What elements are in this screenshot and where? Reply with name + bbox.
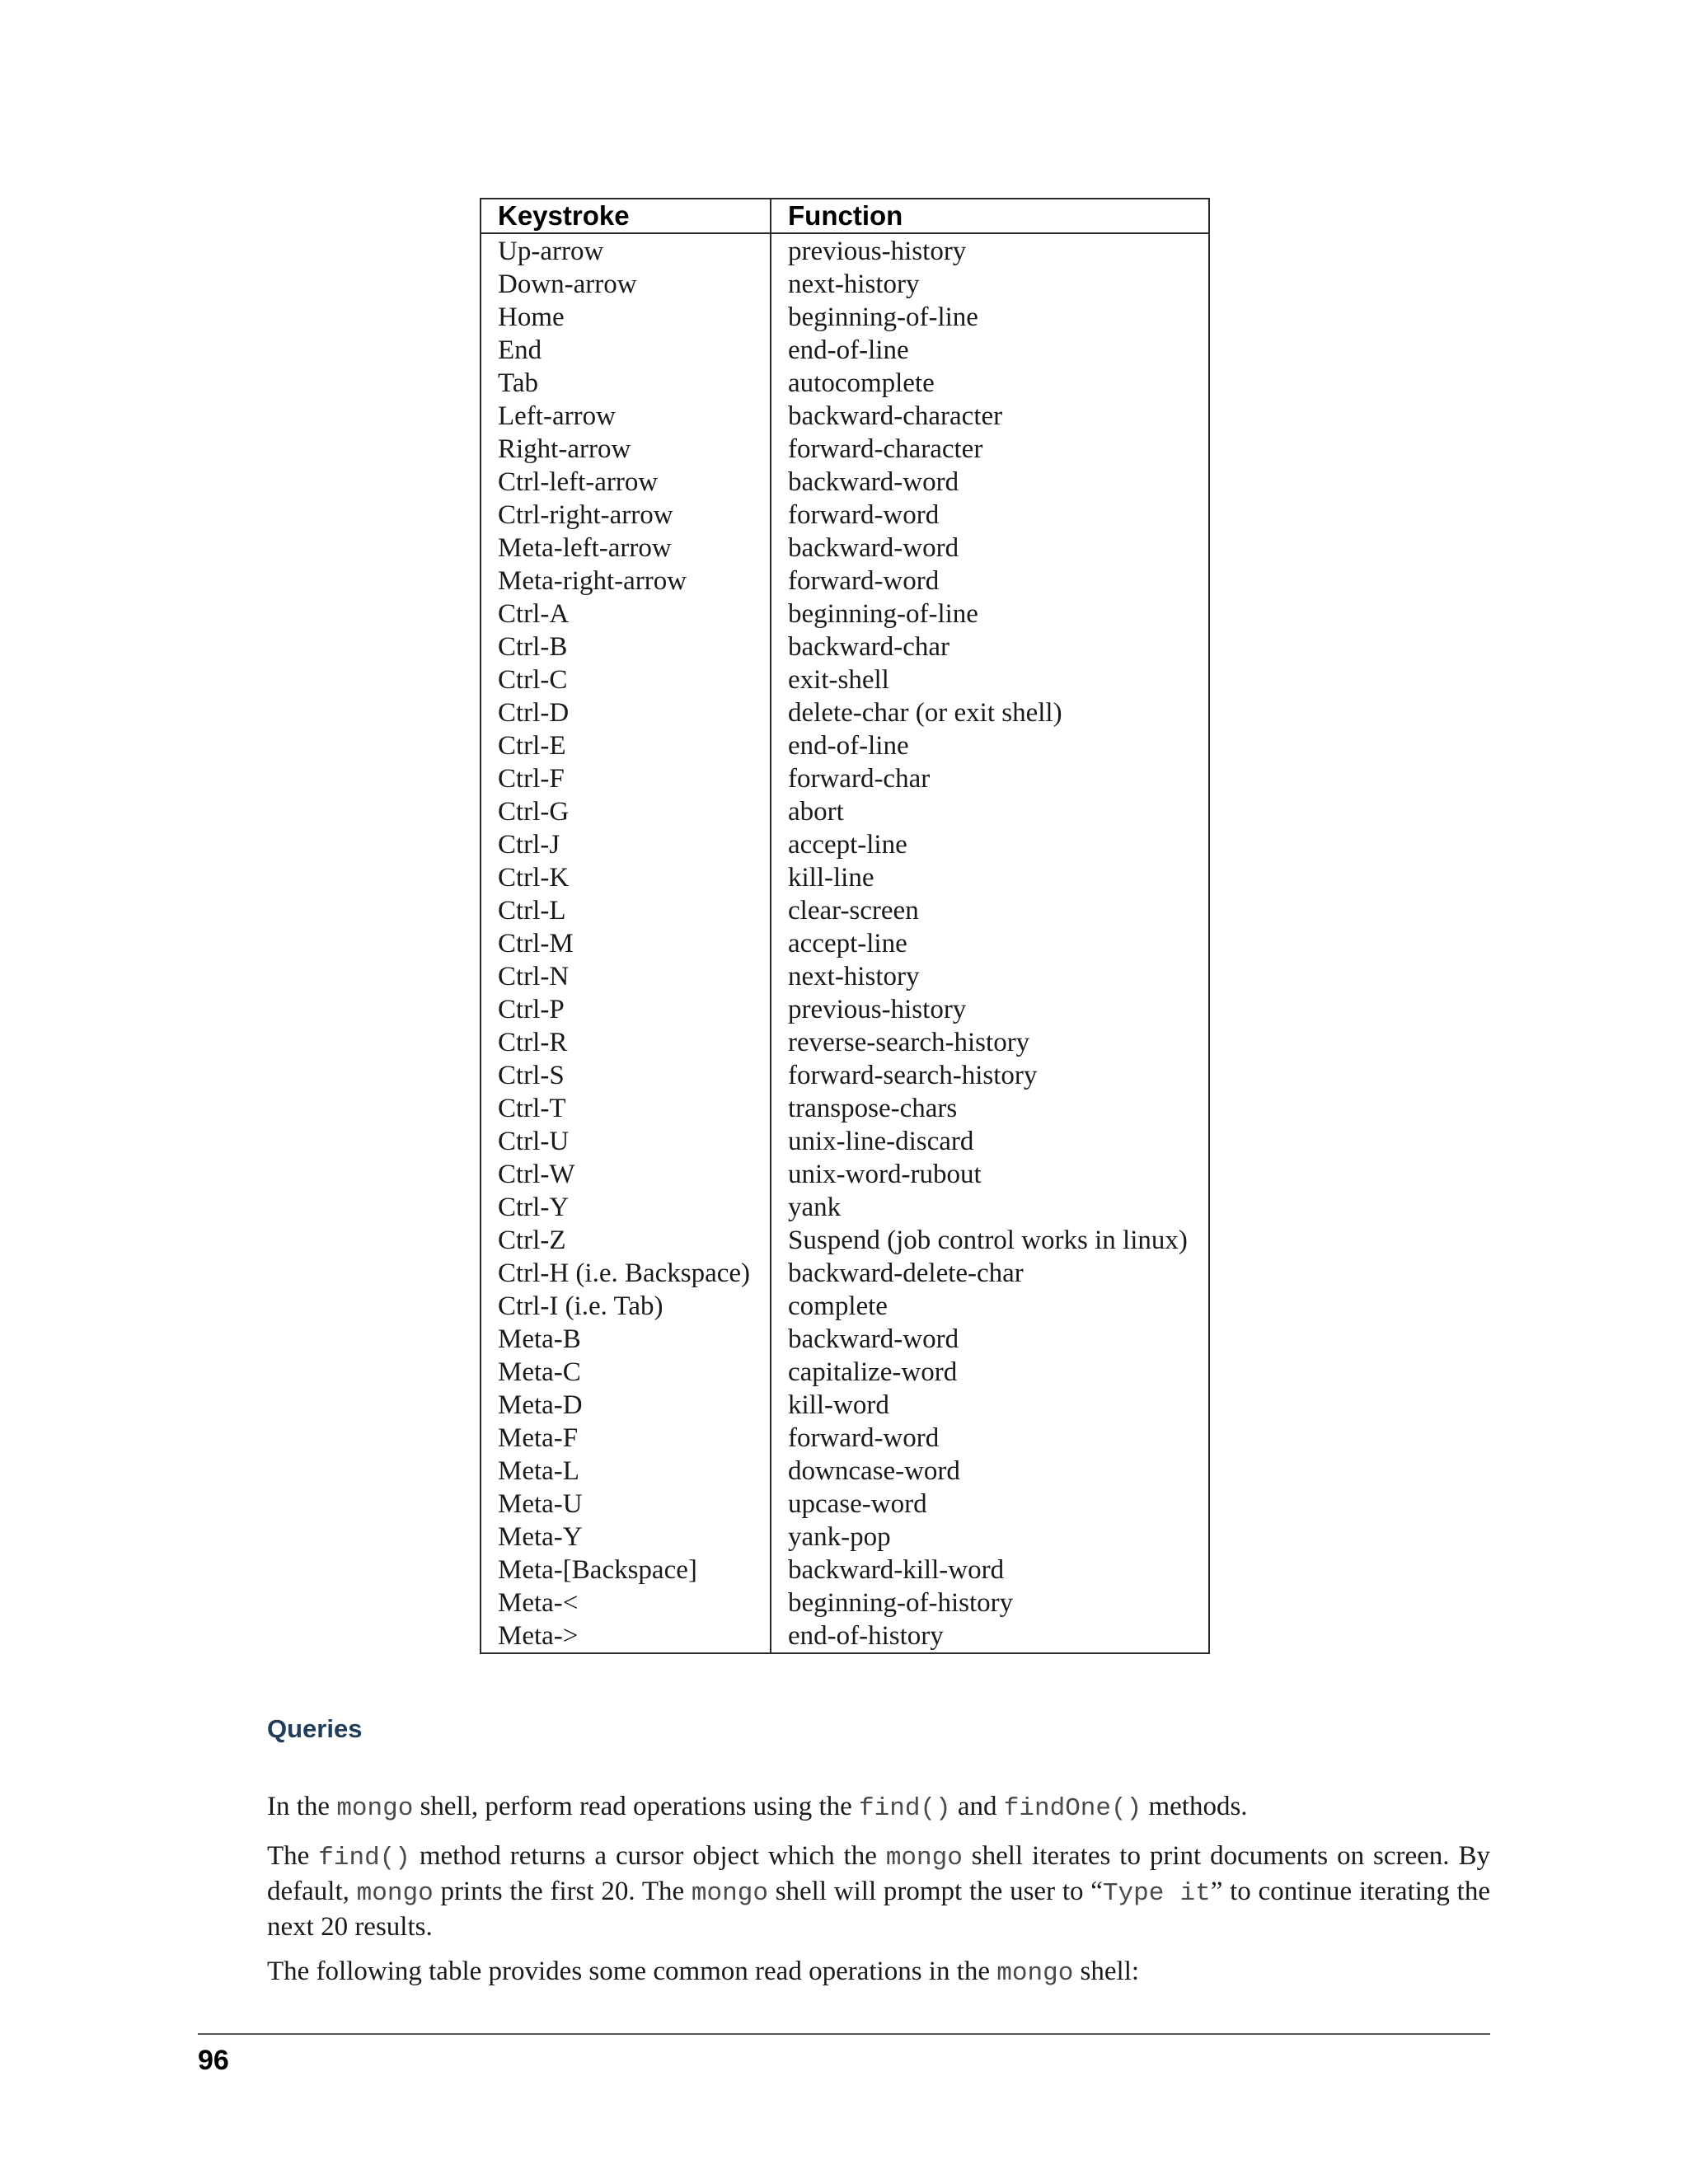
table-row bbox=[481, 1619, 1209, 1653]
function-cell: accept-line bbox=[771, 927, 1209, 960]
keystroke-cell: Ctrl-J bbox=[481, 828, 771, 861]
table-row bbox=[481, 1422, 1209, 1455]
function-cell: exit-shell bbox=[771, 663, 1209, 696]
table-row bbox=[481, 1125, 1209, 1158]
inline-code: mongo bbox=[885, 1844, 963, 1872]
table-row bbox=[481, 598, 1209, 630]
page-number: 96 bbox=[198, 2045, 229, 2076]
table-row bbox=[481, 233, 1209, 268]
footer-divider bbox=[198, 2033, 1490, 2035]
function-cell: backward-kill-word bbox=[771, 1554, 1209, 1586]
keystroke-cell: Ctrl-U bbox=[481, 1125, 771, 1158]
function-cell: kill-word bbox=[771, 1389, 1209, 1422]
paragraph-text: prints the first 20. The bbox=[433, 1877, 692, 1906]
paragraph-text: shell, perform read operations using the bbox=[413, 1792, 860, 1821]
keystroke-cell: Meta-D bbox=[481, 1389, 771, 1422]
paragraph-text: The bbox=[267, 1841, 319, 1871]
function-cell: yank-pop bbox=[771, 1521, 1209, 1554]
keystroke-cell: Ctrl-I (i.e. Tab) bbox=[481, 1290, 771, 1323]
table-row bbox=[481, 499, 1209, 532]
function-cell: accept-line bbox=[771, 828, 1209, 861]
inline-code: findOne() bbox=[1003, 1794, 1142, 1823]
table-row bbox=[481, 1257, 1209, 1290]
function-cell: downcase-word bbox=[771, 1455, 1209, 1488]
section-heading-queries: Queries bbox=[267, 1714, 363, 1743]
function-cell: kill-line bbox=[771, 861, 1209, 894]
function-cell: backward-delete-char bbox=[771, 1257, 1209, 1290]
function-cell: Suspend (job control works in linux) bbox=[771, 1224, 1209, 1257]
table-row bbox=[481, 1092, 1209, 1125]
keystroke-column-header: Keystroke bbox=[481, 199, 771, 233]
queries-paragraph-intro bbox=[267, 1790, 1490, 1825]
keystroke-cell: Meta-L bbox=[481, 1455, 771, 1488]
table-row bbox=[481, 1224, 1209, 1257]
keystroke-cell: Tab bbox=[481, 367, 771, 400]
table-row bbox=[481, 334, 1209, 367]
keystroke-cell: Ctrl-P bbox=[481, 993, 771, 1026]
table-row bbox=[481, 630, 1209, 663]
keystroke-cell: Ctrl-M bbox=[481, 927, 771, 960]
queries-paragraph-table-intro bbox=[267, 1955, 1490, 1990]
keystroke-cell: Meta-F bbox=[481, 1422, 771, 1455]
keystroke-cell: Ctrl-right-arrow bbox=[481, 499, 771, 532]
keystroke-cell: Up-arrow bbox=[481, 233, 771, 268]
table-row bbox=[481, 466, 1209, 499]
table-row bbox=[481, 367, 1209, 400]
table-row bbox=[481, 1059, 1209, 1092]
keystroke-cell: Meta-Y bbox=[481, 1521, 771, 1554]
paragraph-text: and bbox=[950, 1792, 1004, 1821]
keystroke-cell: Meta-right-arrow bbox=[481, 565, 771, 598]
function-cell: unix-line-discard bbox=[771, 1125, 1209, 1158]
function-cell: backward-word bbox=[771, 532, 1209, 565]
function-cell: forward-word bbox=[771, 1422, 1209, 1455]
table-row bbox=[481, 861, 1209, 894]
keystroke-cell: Ctrl-T bbox=[481, 1092, 771, 1125]
function-cell: backward-character bbox=[771, 400, 1209, 433]
keystroke-cell: Meta-B bbox=[481, 1323, 771, 1356]
inline-code: mongo bbox=[691, 1879, 768, 1908]
keystroke-cell: Down-arrow bbox=[481, 268, 771, 301]
keystroke-cell: Ctrl-W bbox=[481, 1158, 771, 1191]
paragraph-text: In the bbox=[267, 1792, 337, 1821]
keystroke-cell: Ctrl-Y bbox=[481, 1191, 771, 1224]
table-row bbox=[481, 927, 1209, 960]
function-cell: beginning-of-line bbox=[771, 598, 1209, 630]
inline-code: mongo bbox=[356, 1879, 434, 1908]
function-cell: upcase-word bbox=[771, 1488, 1209, 1521]
keystroke-cell: End bbox=[481, 334, 771, 367]
table-row bbox=[481, 696, 1209, 729]
keystroke-cell: Right-arrow bbox=[481, 433, 771, 466]
table-row bbox=[481, 1026, 1209, 1059]
paragraph-text: ” to continue iterating the next 20 results. bbox=[267, 1877, 1490, 1942]
table-row bbox=[481, 795, 1209, 828]
function-cell: forward-character bbox=[771, 433, 1209, 466]
keystroke-cell: Ctrl-B bbox=[481, 630, 771, 663]
table-header-row bbox=[481, 199, 1209, 233]
keystroke-cell: Meta-[Backspace] bbox=[481, 1554, 771, 1586]
function-cell: capitalize-word bbox=[771, 1356, 1209, 1389]
keystroke-cell: Ctrl-K bbox=[481, 861, 771, 894]
keystroke-cell: Home bbox=[481, 301, 771, 334]
table-row bbox=[481, 663, 1209, 696]
keystroke-cell: Ctrl-D bbox=[481, 696, 771, 729]
function-column-header: Function bbox=[771, 199, 1209, 233]
paragraph-text: methods. bbox=[1142, 1792, 1248, 1821]
function-cell: previous-history bbox=[771, 233, 1209, 268]
paragraph-text: method returns a cursor object which the bbox=[410, 1841, 886, 1871]
table-row bbox=[481, 1356, 1209, 1389]
keystroke-cell: Meta-< bbox=[481, 1586, 771, 1619]
table-row bbox=[481, 400, 1209, 433]
table-row bbox=[481, 1488, 1209, 1521]
function-cell: abort bbox=[771, 795, 1209, 828]
table-row bbox=[481, 433, 1209, 466]
function-cell: autocomplete bbox=[771, 367, 1209, 400]
table-row bbox=[481, 1158, 1209, 1191]
table-row bbox=[481, 993, 1209, 1026]
function-cell: next-history bbox=[771, 960, 1209, 993]
keystroke-cell: Ctrl-E bbox=[481, 729, 771, 762]
function-cell: backward-word bbox=[771, 1323, 1209, 1356]
table-row bbox=[481, 1455, 1209, 1488]
keystroke-cell: Ctrl-C bbox=[481, 663, 771, 696]
function-cell: end-of-line bbox=[771, 334, 1209, 367]
keystroke-cell: Ctrl-L bbox=[481, 894, 771, 927]
keystroke-cell: Meta-C bbox=[481, 1356, 771, 1389]
function-cell: reverse-search-history bbox=[771, 1026, 1209, 1059]
table-row bbox=[481, 268, 1209, 301]
table-row bbox=[481, 532, 1209, 565]
paragraph-text: shell iterates to print documents on screen. By default, bbox=[267, 1841, 1491, 1906]
inline-code: Type it bbox=[1102, 1879, 1211, 1908]
keystroke-cell: Ctrl-F bbox=[481, 762, 771, 795]
keystroke-table-body bbox=[481, 233, 1209, 1653]
keystroke-cell: Ctrl-R bbox=[481, 1026, 771, 1059]
function-cell: complete bbox=[771, 1290, 1209, 1323]
table-row bbox=[481, 894, 1209, 927]
function-cell: end-of-line bbox=[771, 729, 1209, 762]
function-cell: beginning-of-line bbox=[771, 301, 1209, 334]
table-row bbox=[481, 1521, 1209, 1554]
function-cell: transpose-chars bbox=[771, 1092, 1209, 1125]
keystroke-cell: Ctrl-A bbox=[481, 598, 771, 630]
function-cell: backward-char bbox=[771, 630, 1209, 663]
function-cell: delete-char (or exit shell) bbox=[771, 696, 1209, 729]
table-row bbox=[481, 1323, 1209, 1356]
paragraph-text: The following table provides some common read operations in the bbox=[267, 1957, 997, 1986]
function-cell: yank bbox=[771, 1191, 1209, 1224]
function-cell: unix-word-rubout bbox=[771, 1158, 1209, 1191]
table-row bbox=[481, 762, 1209, 795]
table-row bbox=[481, 565, 1209, 598]
table-row bbox=[481, 828, 1209, 861]
table-row bbox=[481, 1586, 1209, 1619]
function-cell: forward-char bbox=[771, 762, 1209, 795]
keystroke-cell: Ctrl-G bbox=[481, 795, 771, 828]
function-cell: previous-history bbox=[771, 993, 1209, 1026]
function-cell: next-history bbox=[771, 268, 1209, 301]
function-cell: forward-word bbox=[771, 565, 1209, 598]
paragraph-text: shell will prompt the user to “ bbox=[767, 1877, 1103, 1906]
table-row bbox=[481, 1389, 1209, 1422]
function-cell: end-of-history bbox=[771, 1619, 1209, 1653]
keystroke-cell: Ctrl-S bbox=[481, 1059, 771, 1092]
table-row bbox=[481, 729, 1209, 762]
keystroke-cell: Meta-U bbox=[481, 1488, 771, 1521]
table-row bbox=[481, 960, 1209, 993]
function-cell: beginning-of-history bbox=[771, 1586, 1209, 1619]
inline-code: find() bbox=[318, 1844, 410, 1872]
table-row bbox=[481, 1290, 1209, 1323]
keystroke-table bbox=[480, 198, 1210, 1654]
table-row bbox=[481, 1554, 1209, 1586]
keystroke-cell: Meta-left-arrow bbox=[481, 532, 771, 565]
function-cell: forward-word bbox=[771, 499, 1209, 532]
function-cell: backward-word bbox=[771, 466, 1209, 499]
table-row bbox=[481, 1191, 1209, 1224]
inline-code: mongo bbox=[996, 1959, 1074, 1988]
table-row bbox=[481, 301, 1209, 334]
function-cell: clear-screen bbox=[771, 894, 1209, 927]
function-cell: forward-search-history bbox=[771, 1059, 1209, 1092]
keystroke-cell: Ctrl-N bbox=[481, 960, 771, 993]
paragraph-text: shell: bbox=[1073, 1957, 1140, 1986]
queries-paragraph-find-cursor bbox=[267, 1840, 1490, 1943]
keystroke-cell: Meta-> bbox=[481, 1619, 771, 1653]
inline-code: find() bbox=[859, 1794, 951, 1823]
keystroke-cell: Ctrl-left-arrow bbox=[481, 466, 771, 499]
keystroke-cell: Left-arrow bbox=[481, 400, 771, 433]
keystroke-cell: Ctrl-H (i.e. Backspace) bbox=[481, 1257, 771, 1290]
inline-code: mongo bbox=[336, 1794, 414, 1823]
keystroke-cell: Ctrl-Z bbox=[481, 1224, 771, 1257]
